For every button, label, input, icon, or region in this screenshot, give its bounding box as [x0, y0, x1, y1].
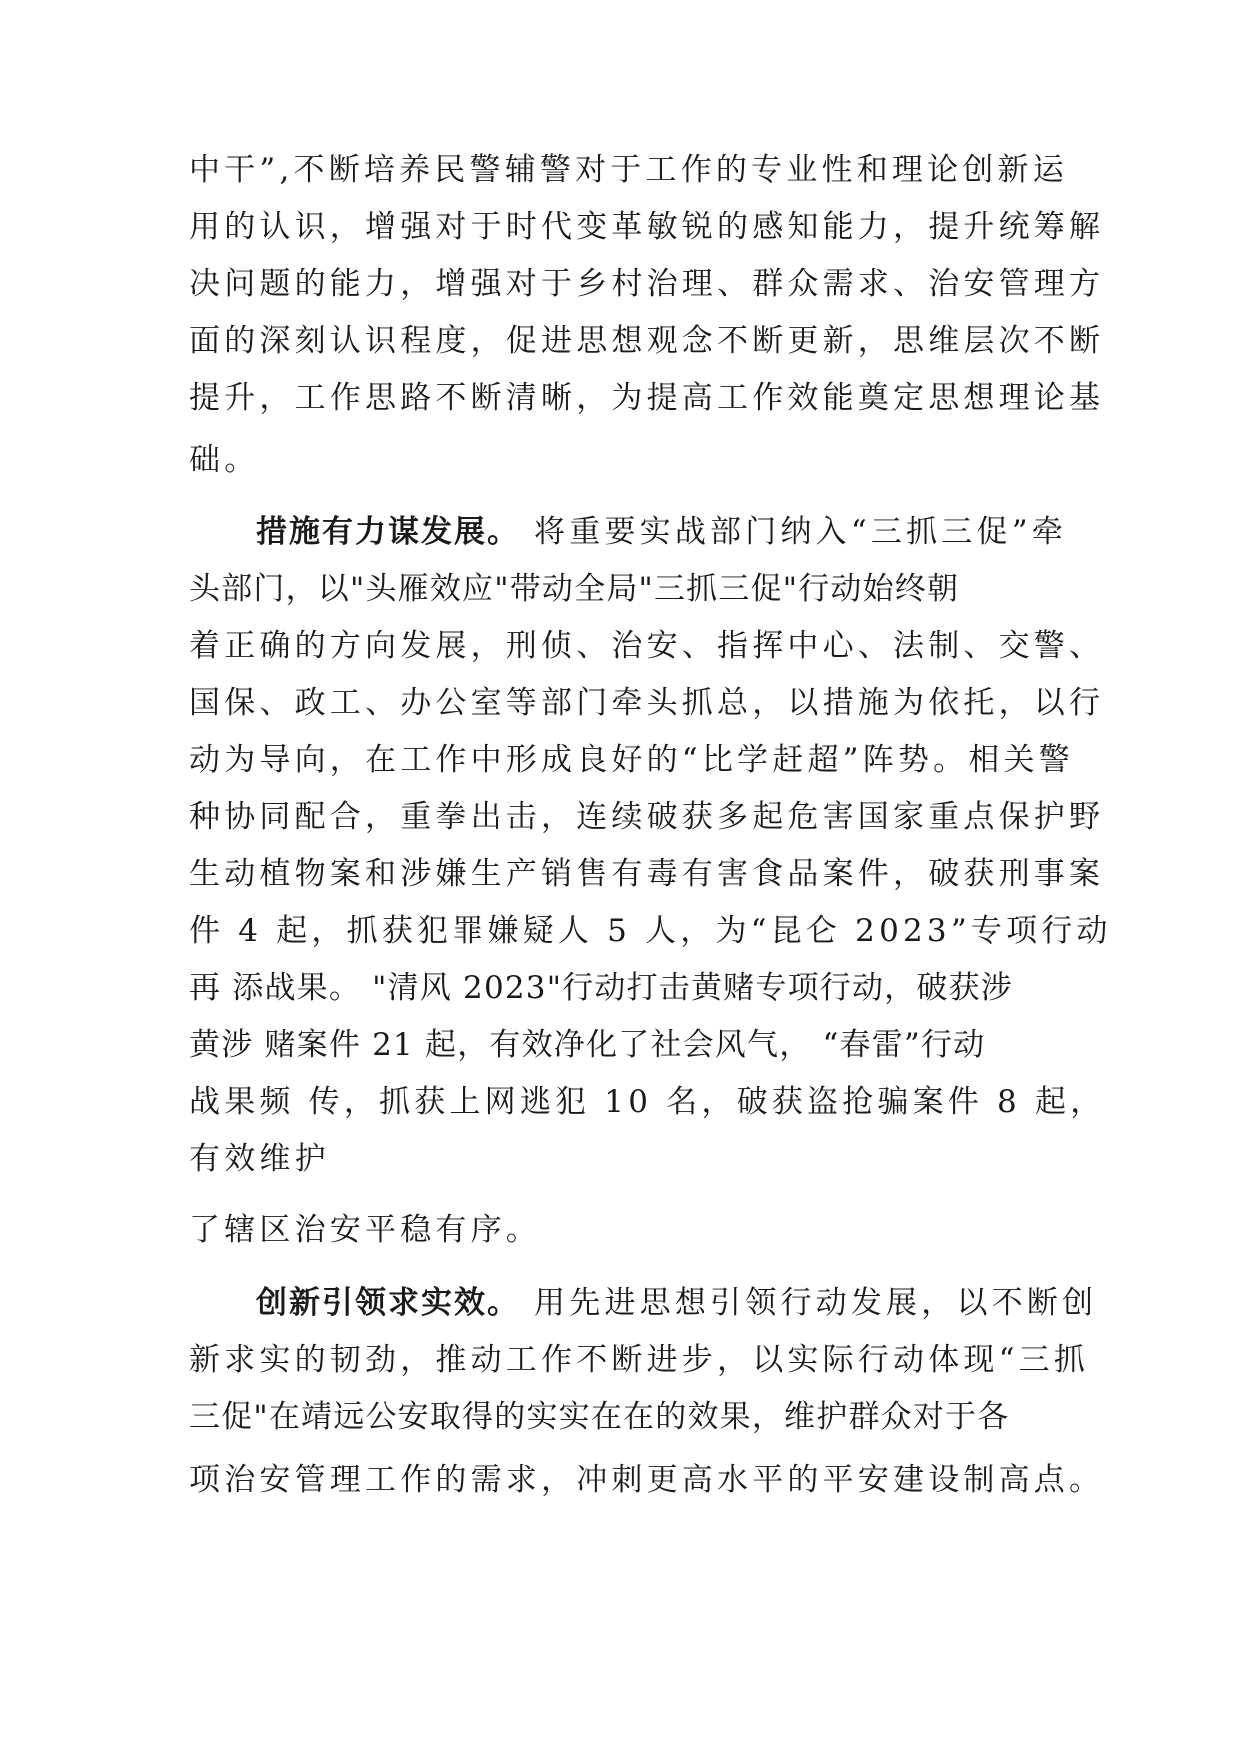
paragraph-line: 用的认识，增强对于时代变革敏锐的感知能力，提升统筹解 — [189, 209, 1105, 245]
paragraph-line: 新求实的韧劲，推动工作不断进步，以实际行动体现“三抓 — [189, 1342, 1090, 1378]
paragraph-line: 黄涉 赌案件 21 起，有效净化了社会风气， “春雷”行动 — [189, 1027, 986, 1063]
paragraph-line: 中干”,不断培养民警辅警对于工作的专业性和理论创新运 — [189, 152, 1068, 188]
paragraph-text: 用先进思想引领行动发展，以不断创 — [520, 1285, 1098, 1321]
paragraph-line: 种协同配合，重拳出击，连续破获多起危害国家重点保护野 — [189, 799, 1105, 835]
paragraph-text: 将重要实战部门纳入“三抓三促”牵 — [520, 514, 1067, 550]
paragraph-line: 础。 — [189, 442, 260, 478]
paragraph-line: 三促"在靖远公安取得的实实在在的效果，维护群众对于各 — [189, 1399, 1010, 1435]
paragraph-line: 头部门，以"头雁效应"带动全局"三抓三促"行动始终朝 — [189, 571, 960, 607]
paragraph-line: 提升，工作思路不断清晰，为提高工作效能奠定思想理论基 — [189, 380, 1105, 416]
paragraph-line: 生动植物案和涉嫌生产销售有毒有害食品案件，破获刑事案 — [189, 856, 1105, 892]
paragraph-first-line — [256, 512, 1067, 552]
section-heading: 措施有力谋发展。 — [256, 514, 520, 550]
paragraph-line: 件 4 起，抓获犯罪嫌疑人 5 人，为“昆仑 2023”专项行动 — [189, 913, 1112, 949]
paragraph-line: 着正确的方向发展，刑侦、治安、指挥中心、法制、交警、 — [189, 628, 1105, 664]
paragraph-line: 面的深刻认识程度，促进思想观念不断更新，思维层次不断 — [189, 323, 1105, 359]
paragraph-line: 战果频 传，抓获上网逃犯 10 名，破获盗抢骗案件 8 起， — [189, 1084, 1106, 1120]
paragraph-line: 决问题的能力，增强对于乡村治理、群众需求、治安管理方 — [189, 266, 1105, 302]
paragraph-line: 国保、政工、办公室等部门牵头抓总，以措施为依托，以行 — [189, 685, 1105, 721]
paragraph-line: 项治安管理工作的需求，冲刺更高水平的平安建设制高点。 — [189, 1462, 1105, 1498]
paragraph-line: 有效维护 — [189, 1141, 330, 1177]
paragraph-first-line — [256, 1283, 1098, 1323]
section-heading: 创新引领求实效。 — [256, 1285, 520, 1321]
paragraph-line: 了辖区治安平稳有序。 — [189, 1212, 541, 1248]
paragraph-line: 动为导向，在工作中形成良好的“比学赶超”阵势。相关警 — [189, 742, 1074, 778]
paragraph-line: 再 添战果。 "清风 2023"行动打击黄赌专项行动，破获涉 — [189, 970, 1013, 1006]
